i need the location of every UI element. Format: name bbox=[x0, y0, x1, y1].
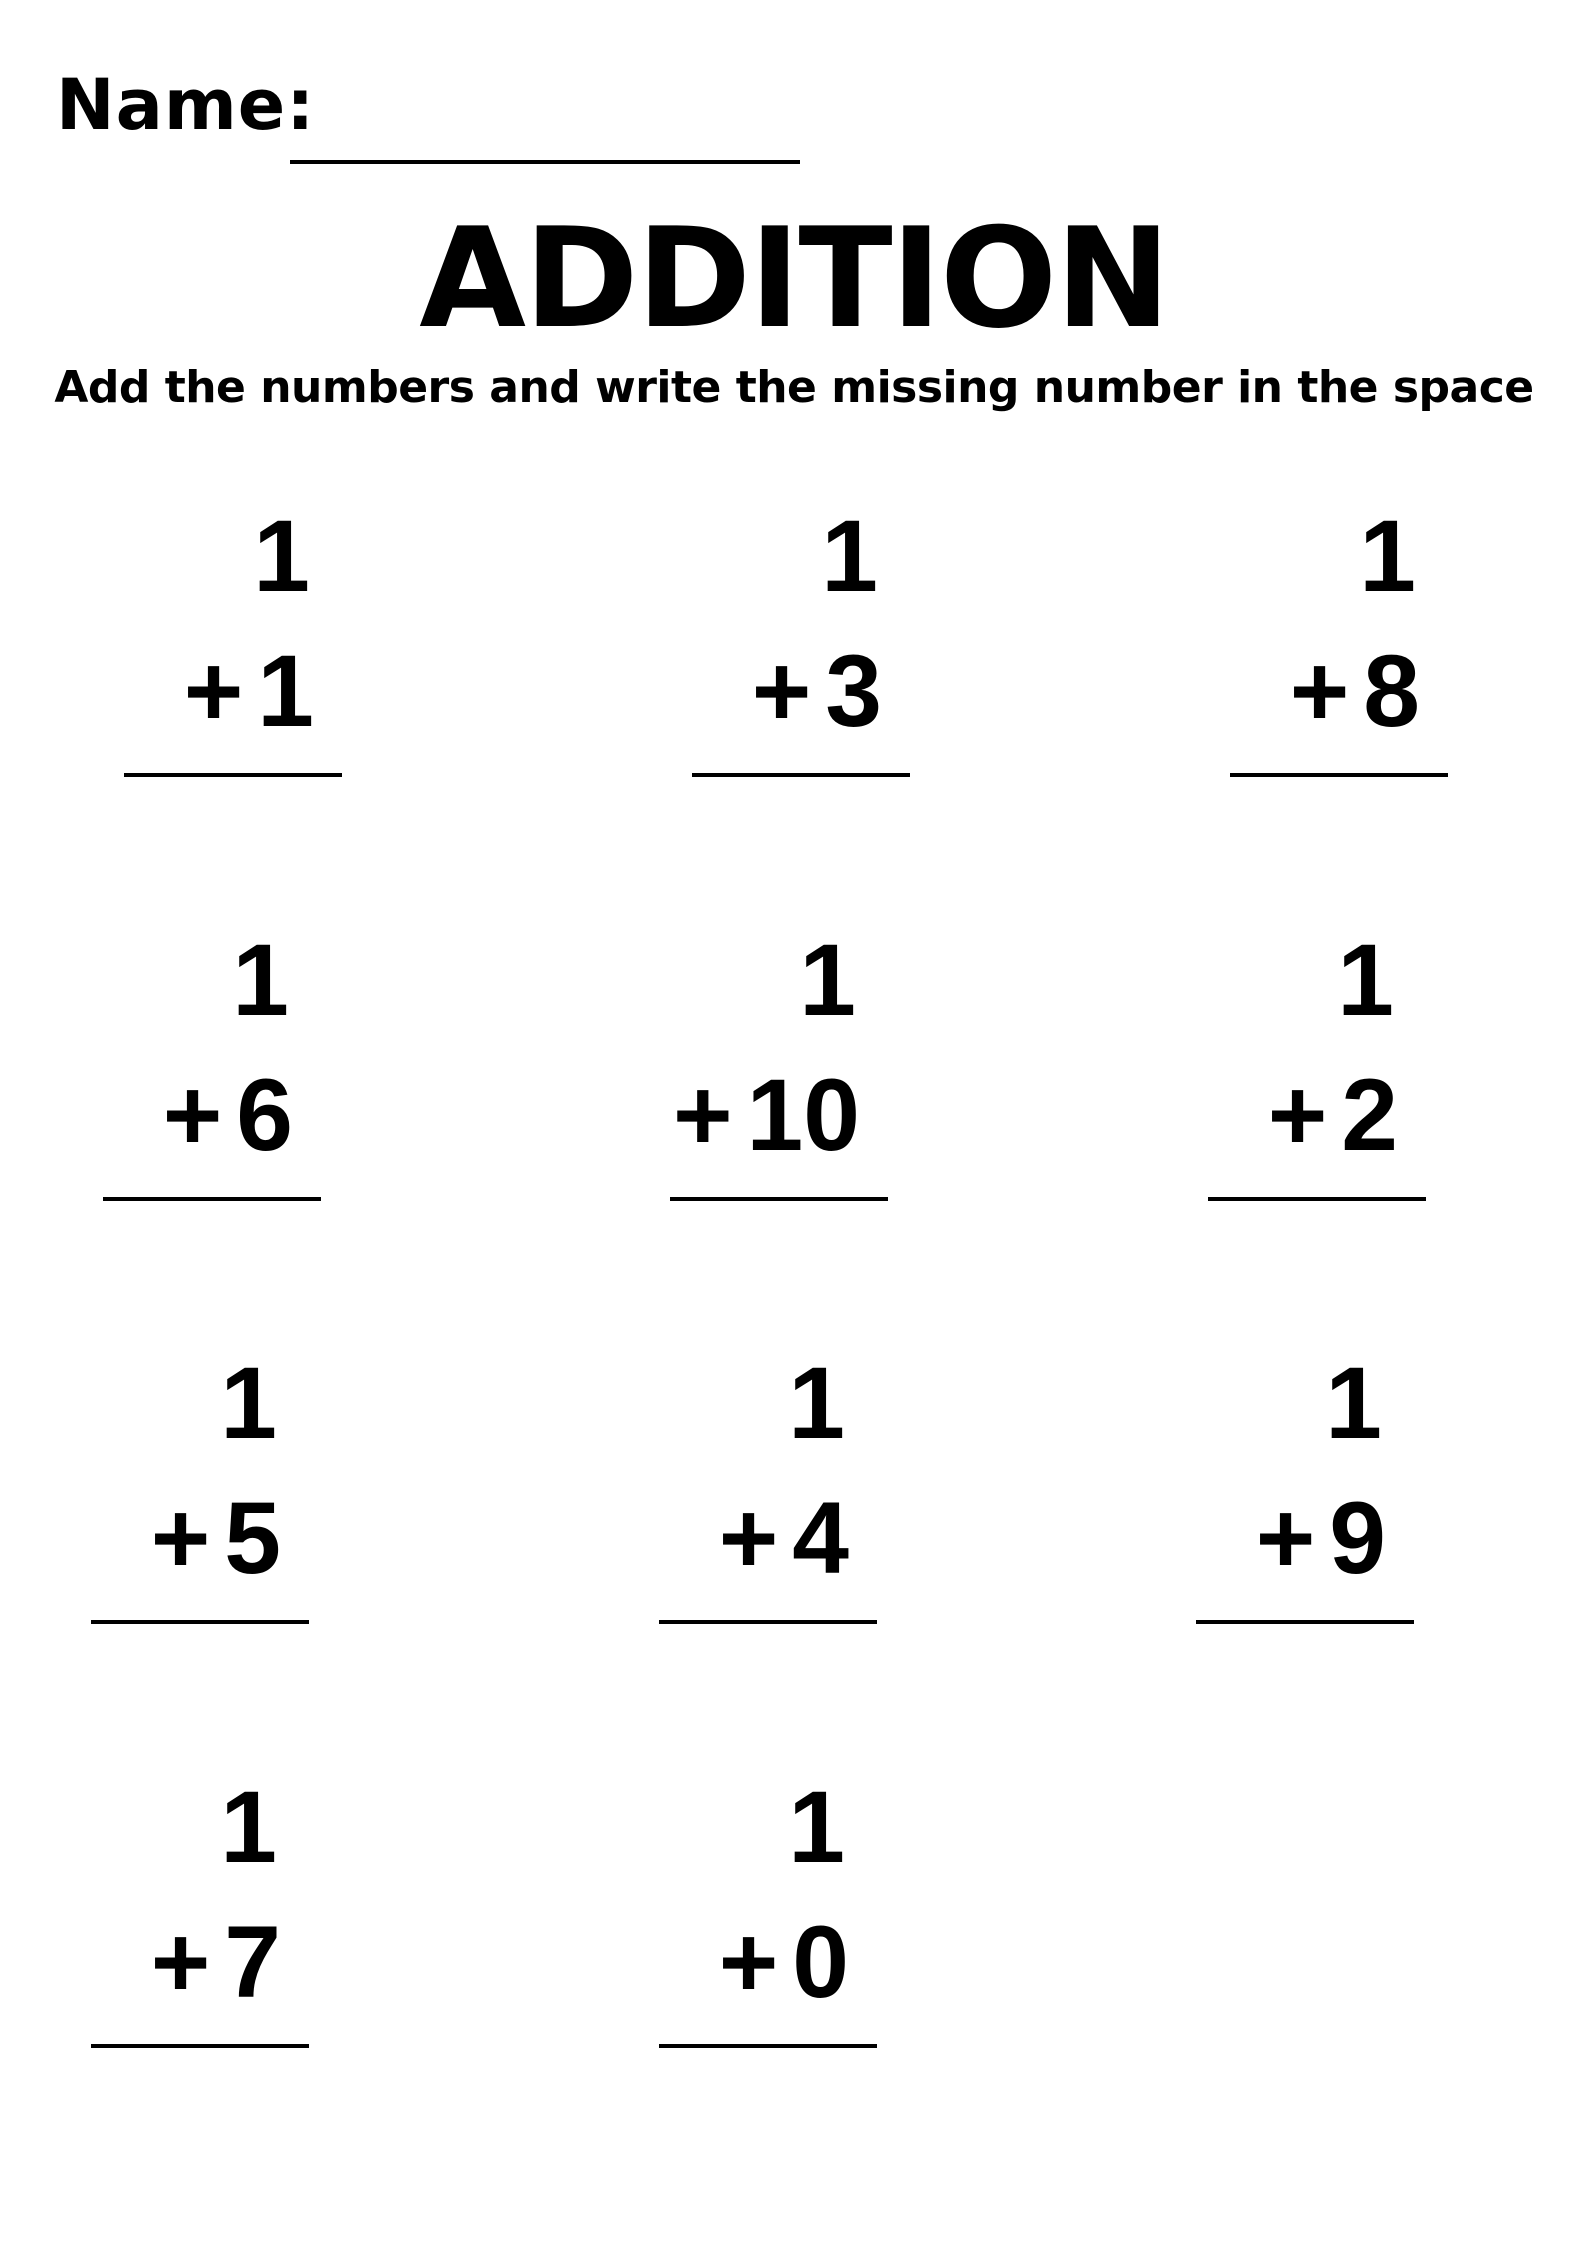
bottom-addend-row bbox=[1255, 1481, 1386, 1595]
bottom-addend-row bbox=[162, 1058, 293, 1172]
top-addend: 1 bbox=[232, 923, 289, 1037]
bottom-addend: 6 bbox=[236, 1058, 293, 1172]
top-addend: 1 bbox=[799, 923, 856, 1037]
addition-problem-10 bbox=[91, 1770, 311, 2066]
plus-sign: + bbox=[183, 634, 244, 748]
answer-line[interactable] bbox=[670, 1197, 888, 1201]
bottom-addend-row bbox=[183, 634, 314, 748]
addition-problem-4 bbox=[103, 923, 323, 1219]
bottom-addend: 5 bbox=[224, 1481, 281, 1595]
addition-problem-7 bbox=[91, 1346, 311, 1642]
plus-sign: + bbox=[162, 1058, 223, 1172]
bottom-addend: 2 bbox=[1341, 1058, 1398, 1172]
instructions-text: Add the numbers and write the missing number in the space bbox=[54, 362, 1534, 413]
bottom-addend-row bbox=[751, 634, 882, 748]
bottom-addend-row bbox=[718, 1905, 849, 2019]
answer-line[interactable] bbox=[103, 1197, 321, 1201]
top-addend: 1 bbox=[1325, 1346, 1382, 1460]
answer-line[interactable] bbox=[1230, 773, 1448, 777]
bottom-addend-row bbox=[1289, 634, 1420, 748]
bottom-addend: 10 bbox=[746, 1058, 860, 1172]
plus-sign: + bbox=[751, 634, 812, 748]
plus-sign: + bbox=[718, 1481, 779, 1595]
addition-problem-5 bbox=[670, 923, 890, 1219]
plus-sign: + bbox=[718, 1905, 779, 2019]
addition-problem-9 bbox=[1196, 1346, 1416, 1642]
bottom-addend-row bbox=[150, 1905, 281, 2019]
page-title: ADDITION bbox=[419, 198, 1169, 359]
plus-sign: + bbox=[1267, 1058, 1328, 1172]
bottom-addend: 1 bbox=[257, 634, 314, 748]
addition-problem-6 bbox=[1208, 923, 1428, 1219]
addition-problem-8 bbox=[659, 1346, 879, 1642]
bottom-addend: 9 bbox=[1329, 1481, 1386, 1595]
top-addend: 1 bbox=[220, 1770, 277, 1884]
answer-line[interactable] bbox=[692, 773, 910, 777]
bottom-addend-row bbox=[672, 1058, 860, 1172]
plus-sign: + bbox=[1289, 634, 1350, 748]
answer-line[interactable] bbox=[1208, 1197, 1426, 1201]
name-blank-line[interactable] bbox=[290, 160, 800, 164]
answer-line[interactable] bbox=[659, 1620, 877, 1624]
plus-sign: + bbox=[1255, 1481, 1316, 1595]
top-addend: 1 bbox=[788, 1770, 845, 1884]
answer-line[interactable] bbox=[1196, 1620, 1414, 1624]
addition-problem-2 bbox=[692, 499, 912, 795]
bottom-addend-row bbox=[718, 1481, 849, 1595]
top-addend: 1 bbox=[821, 499, 878, 613]
bottom-addend: 4 bbox=[792, 1481, 849, 1595]
answer-line[interactable] bbox=[91, 2044, 309, 2048]
answer-line[interactable] bbox=[91, 1620, 309, 1624]
bottom-addend-row bbox=[1267, 1058, 1398, 1172]
bottom-addend-row bbox=[150, 1481, 281, 1595]
top-addend: 1 bbox=[1337, 923, 1394, 1037]
name-label: Name: bbox=[56, 64, 316, 146]
bottom-addend: 0 bbox=[792, 1905, 849, 2019]
bottom-addend: 8 bbox=[1363, 634, 1420, 748]
plus-sign: + bbox=[150, 1481, 211, 1595]
plus-sign: + bbox=[672, 1058, 733, 1172]
plus-sign: + bbox=[150, 1905, 211, 2019]
addition-problem-11 bbox=[659, 1770, 879, 2066]
bottom-addend: 3 bbox=[825, 634, 882, 748]
answer-line[interactable] bbox=[124, 773, 342, 777]
addition-problem-3 bbox=[1230, 499, 1450, 795]
addition-problem-1 bbox=[124, 499, 344, 795]
top-addend: 1 bbox=[788, 1346, 845, 1460]
top-addend: 1 bbox=[220, 1346, 277, 1460]
answer-line[interactable] bbox=[659, 2044, 877, 2048]
top-addend: 1 bbox=[253, 499, 310, 613]
top-addend: 1 bbox=[1359, 499, 1416, 613]
bottom-addend: 7 bbox=[224, 1905, 281, 2019]
